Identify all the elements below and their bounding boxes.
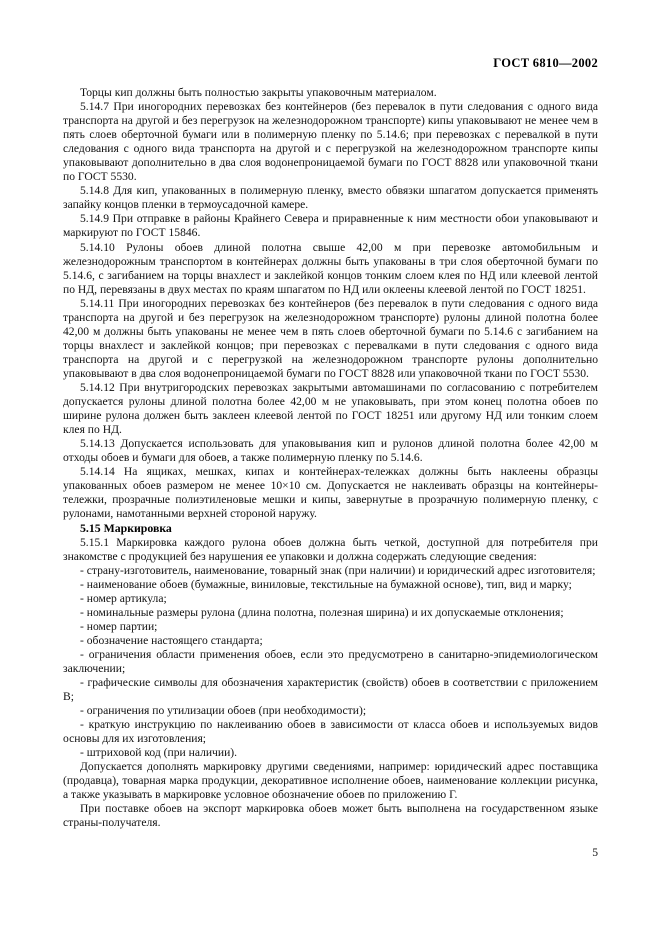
clause-5-14-10: 5.14.10 Рулоны обоев длиной полотна свыше 42,00 м при перевозке автомобильным и железнодорожным транспортом в контейнерах должны быть упакованы в три слоя оберточной бумаги по 5.14.6, с загибанием на торцы внахлест и заклейкой концов тонким слоем клея по НД или клеевой лентой по НД, перевязаны в двух местах по краям шпагатом по НД или оклеены клеевой лентой по ГОСТ 18251. bbox=[63, 240, 598, 296]
page-number: 5 bbox=[592, 846, 598, 859]
list-item: - графические символы для обозначения характеристик (свойств) обоев в соответствии с приложением В; bbox=[63, 675, 598, 704]
clause-5-14-8: 5.14.8 Для кип, упакованных в полимерную пленку, вместо обвязки шпагатом допускается применять запайку концов пленки в термоусадочной камере. bbox=[63, 184, 598, 212]
clause-5-14-9: 5.14.9 При отправке в районы Крайнего Севера и приравненные к ним местности обои упаковывают и маркируют по ГОСТ 15846. bbox=[63, 212, 598, 240]
clause-5-15-1: 5.15.1 Маркировка каждого рулона обоев должна быть четкой, доступной для потребителя при знакомстве с продукцией без нарушения ее упаковки и должна содержать следующие сведения: bbox=[63, 535, 598, 563]
clause-5-14-12: 5.14.12 При внутригородских перевозках закрытыми автомашинами по согласованию с потребителем допускается рулоны длиной полотна более 42,00 м не упаковывать, при этом конец полотна обоев по ширине рулона должен быть заклеен клеевой лентой по ГОСТ 18251 или другому НД или тонким слоем клея по НД. bbox=[63, 380, 598, 437]
section-heading-5-15-markirovka: 5.15 Маркировка bbox=[80, 521, 172, 536]
list-item: - наименование обоев (бумажные, виниловые, текстильные на бумажной основе), тип, вид и марку; bbox=[80, 577, 572, 591]
clause-5-14-11: 5.14.11 При иногородних перевозках без контейнеров (без перевалок в пути следования с одного вида транспорта на другой и без перегрузок на железнодорожном транспорте) рулоны длиной полотна более 42,00 м должны быть упакованы не менее чем в пять слоев оберточной бумаги по 5.14.6 с загибанием на торцы внахлест и заклейкой концов; при перевозках с перевалками в пути следования с одного вида транспорта на другой и с перегрузкой на железнодорожном транспорте рулоны дополнительно упаковывают в два слоя водонепроницаемой бумаги по ГОСТ 8828 или упаковочной ткани по ГОСТ 5530. bbox=[63, 296, 598, 380]
list-item: - ограничения по утилизации обоев (при необходимости); bbox=[80, 704, 367, 718]
list-item: - краткую инструкцию по наклеиванию обоев в зависимости от класса обоев и используемых видов основы для их изготовления; bbox=[63, 718, 598, 746]
list-item: - номер артикула; bbox=[80, 591, 167, 605]
clause-5-14-13: 5.14.13 Допускается использовать для упаковывания кип и рулонов длиной полотна более 42,00 м отходы обоев и бумаги для обоев, а также полимерную пленку по 5.14.6. bbox=[63, 437, 598, 465]
list-item: - обозначение настоящего стандарта; bbox=[80, 633, 263, 647]
list-item: - ограничения области применения обоев, если это предусмотрено в санитарно-эпидемиологическом заключении; bbox=[63, 647, 598, 675]
paragraph-dopolnitelnye-svedeniya: Допускается дополнять маркировку другими сведениями, например: юридический адрес поставщика (продавца), товарная марка продукции, декоративное исполнение обоев, наименование коллекции рисунка, а также указывать в маркировке условное обозначение обоев по приложению Г. bbox=[63, 760, 598, 802]
list-item: - номинальные размеры рулона (длина полотна, полезная ширина) и их допускаемые отклонения; bbox=[80, 605, 564, 619]
paragraph-export-markirovka: При поставке обоев на экспорт маркировка обоев может быть выполнена на государственном языке страны-получателя. bbox=[63, 802, 598, 830]
clause-5-14-14: 5.14.14 На ящиках, мешках, кипах и контейнерах-тележках должны быть наклеены образцы упакованных обоев размером не менее 10×10 см. Допускается не наклеивать образцы на контейнеры-тележки, прозрачные полиэтиленовые мешки и кипы, завернутые в прозрачную полимерную пленку, с рулонами, намотанными верхней стороной наружу. bbox=[63, 465, 598, 521]
document-body bbox=[63, 86, 598, 830]
list-item: - номер партии; bbox=[80, 619, 158, 633]
list-item: - штриховой код (при наличии). bbox=[80, 746, 238, 760]
paragraph-torcy-kip: Торцы кип должны быть полностью закрыты упаковочным материалом. bbox=[80, 86, 437, 99]
page-header-standard-designation: ГОСТ 6810—2002 bbox=[493, 56, 598, 70]
clause-5-14-7: 5.14.7 При иногородних перевозках без контейнеров (без перевалок в пути следования с одного вида транспорта на другой и без перегрузок на железнодорожном транспорте) кипы упаковывают не менее чем в пять слоев оберточной бумаги или в полимерную пленку по 5.14.6; при перевозках с перевалкой в пути следования с одного вида транспорта на другой и с перегрузкой на железнодорожном транспорте кипы упаковывают дополнительно в два слоя водонепроницаемой бумаги по ГОСТ 8828 или упаковочной ткани по ГОСТ 5530. bbox=[63, 100, 598, 184]
list-item: - страну-изготовитель, наименование, товарный знак (при наличии) и юридический адрес изготовителя; bbox=[80, 563, 596, 577]
